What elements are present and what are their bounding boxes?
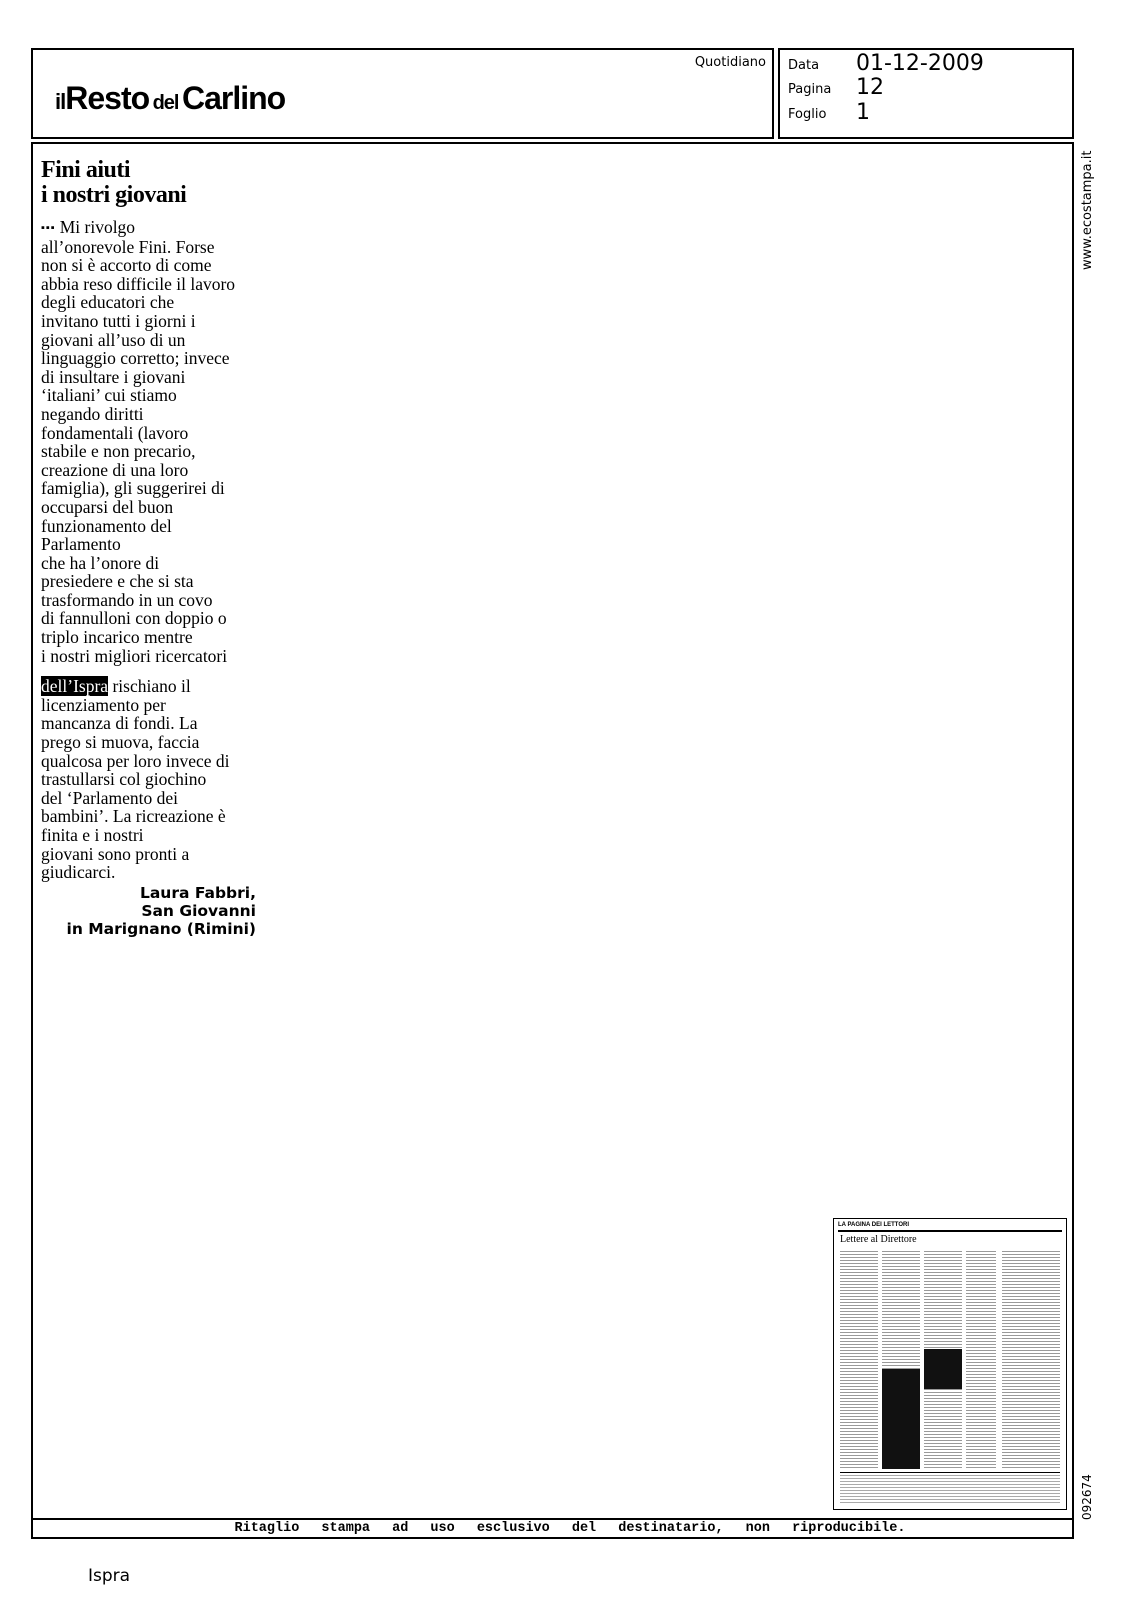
text-line: stabile e non precario, — [41, 441, 196, 462]
clipping-notice: Ritaglio stampa ad uso esclusivo del destinatario, non riproducibile. — [234, 1521, 906, 1536]
meta-label-pagina: Pagina — [788, 82, 832, 97]
thumbnail-dark-block — [882, 1369, 920, 1469]
text-line: all’onorevole Fini. Forse — [41, 236, 215, 257]
text-line: degli educatori che — [41, 292, 175, 313]
text-line: triplo incarico mentre — [41, 627, 193, 648]
text-line: famiglia), gli suggerirei di — [41, 478, 225, 499]
bullet-marks: ▪▪▪ — [41, 222, 56, 234]
signature-line: in Marignano (Rimini) — [66, 919, 256, 938]
text-line: mancanza di fondi. La — [41, 713, 198, 734]
thumbnail-title: Lettere al Direttore — [840, 1234, 917, 1245]
article-paragraph-1 — [41, 218, 256, 665]
text-line: negando diritti — [41, 403, 144, 424]
text-line: trasformando in un covo — [41, 589, 213, 610]
text-line: creazione di una loro — [41, 459, 189, 480]
publication-type: Quotidiano — [694, 55, 766, 70]
headline-line: i nostri giovani — [41, 182, 187, 208]
thumbnail-section-header: LA PAGINA DEI LETTORI — [838, 1222, 1062, 1232]
text-line: giovani sono pronti a — [41, 843, 190, 864]
meta-value-foglio: 1 — [856, 100, 870, 125]
text-line: presiedere e che si sta — [41, 571, 194, 592]
meta-value-data: 01-12-2009 — [856, 51, 984, 76]
clip-code-vertical: 092674 — [1080, 1474, 1094, 1520]
text-line: che ha l’onore di — [41, 552, 160, 573]
footer-rule — [31, 1518, 1074, 1520]
text-line: giovani all’uso di un — [41, 329, 186, 350]
signature-line: Laura Fabbri, — [139, 883, 256, 902]
newspaper-logo — [55, 80, 285, 117]
text-line: ‘italiani’ cui stiamo — [41, 385, 177, 406]
page-thumbnail — [833, 1218, 1067, 1510]
logo-del: del — [152, 92, 179, 114]
text-line: fondamentali (lavoro — [41, 422, 189, 443]
logo-il: il — [55, 89, 66, 114]
text-line: bambini’. La ricreazione è — [41, 806, 226, 827]
text-line: occuparsi del buon — [41, 496, 174, 517]
thumbnail-dark-block — [924, 1349, 962, 1389]
thumbnail-column — [840, 1249, 878, 1469]
text-line: abbia reso difficile il lavoro — [41, 273, 236, 294]
thumbnail-column — [966, 1249, 996, 1469]
text-line: non si è accorto di come — [41, 255, 212, 276]
text-line: di fannulloni con doppio o — [41, 608, 227, 629]
text-line: del ‘Parlamento dei — [41, 787, 179, 808]
text-line: i nostri migliori ricercatori — [41, 645, 228, 666]
headline-line: Fini aiuti — [41, 157, 131, 183]
text-line: Parlamento — [41, 534, 121, 555]
text-line: giudicarci. — [41, 862, 116, 883]
text-line: ▪▪▪ Mi rivolgo — [41, 217, 136, 237]
meta-value-pagina: 12 — [856, 75, 884, 100]
text-line: qualcosa per loro invece di — [41, 750, 230, 771]
text-line: licenziamento per — [41, 694, 166, 715]
website-vertical: www.ecostampa.it — [1080, 150, 1095, 270]
text-line: linguaggio corretto; invece — [41, 348, 230, 369]
text-line: invitano tutti i giorni i — [41, 310, 196, 331]
text-line: trastullarsi col giochino — [41, 769, 207, 790]
thumbnail-column — [1002, 1249, 1060, 1469]
text-line: finita e i nostri — [41, 825, 144, 845]
article-signature — [41, 884, 256, 938]
highlighted-keyword: dell’Ispra — [41, 676, 109, 697]
letter-article — [41, 158, 256, 938]
text-line: di insultare i giovani — [41, 366, 186, 387]
text-line: prego si muova, faccia — [41, 732, 200, 753]
thumbnail-columns — [840, 1249, 1060, 1469]
topic-label: Ispra — [88, 1566, 131, 1586]
article-paragraph-2 — [41, 677, 256, 882]
text-line: funzionamento del — [41, 515, 172, 536]
signature-line: San Giovanni — [141, 901, 256, 920]
logo-resto: Resto — [65, 80, 150, 116]
meta-label-foglio: Foglio — [788, 107, 827, 122]
article-headline — [41, 158, 256, 208]
text-line: dell’Ispra rischiano il — [41, 676, 191, 697]
thumbnail-bottom-strip — [840, 1472, 1060, 1503]
meta-label-data: Data — [788, 58, 820, 73]
logo-carlino: Carlino — [181, 80, 286, 116]
